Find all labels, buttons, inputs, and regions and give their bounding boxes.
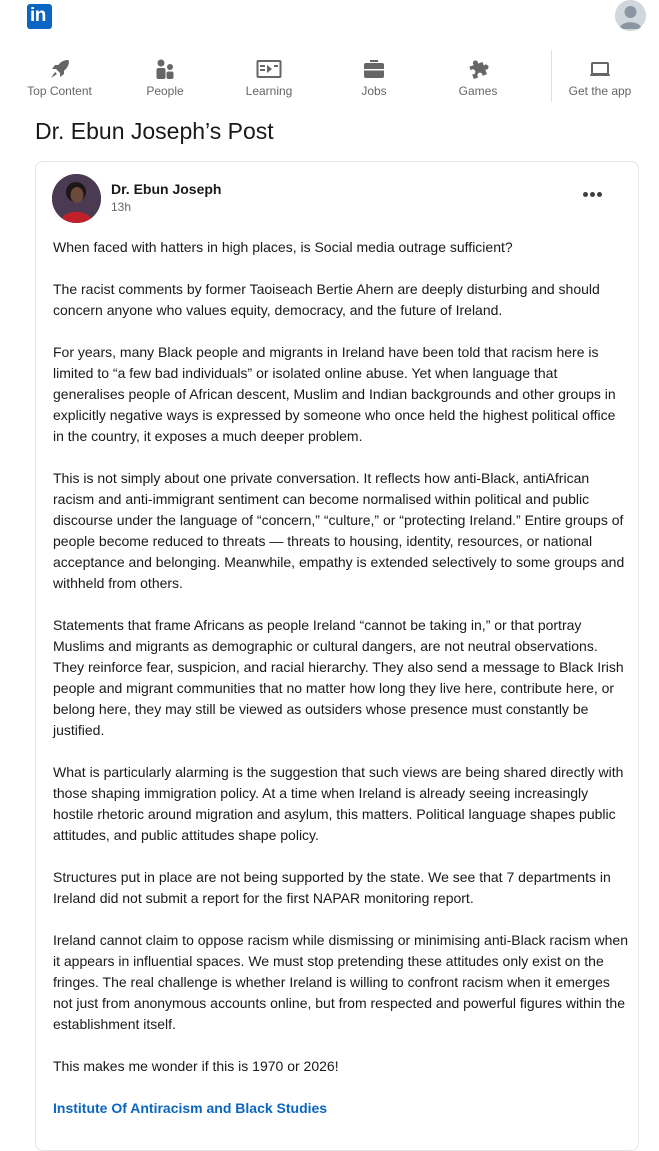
nav-jobs-label: Jobs xyxy=(361,84,387,98)
puzzle-icon xyxy=(466,56,490,82)
post-paragraph: For years, many Black people and migrants in Ireland have been told that racism here is limited to “a few bad individuals” or isolated online abuse. Yet when language that generalises people of African descent, Muslim and Indian backgrounds and other groups in explicitly negative ways is expressed by someone who once held the highest political office in the country, it exposes a much deeper problem. xyxy=(53,344,616,444)
more-dot-icon xyxy=(590,192,595,197)
page-title: Dr. Ebun Joseph’s Post xyxy=(35,118,274,144)
post-paragraph: This is not simply about one private conversation. It reflects how anti-Black, antiAfrican racism and anti-immigrant sentiment can become normalised within political and public discourse under the language of “concern,” “culture,” or “protecting Ireland.” Entire groups of people become reduced to threats — threats to housing, identity, resources, or national acceptance and belonging. Meanwhile, empathy is extended selectively to some groups and withheld from others. xyxy=(53,470,625,591)
post-paragraph: When faced with hatters in high places, is Social media outrage sufficient? xyxy=(53,239,513,255)
nav-learning-label: Learning xyxy=(245,84,293,98)
nav-top-content[interactable] xyxy=(22,50,97,104)
post-body xyxy=(53,237,628,1119)
post-paragraph: This makes me wonder if this is 1970 or 2026! xyxy=(53,1058,339,1074)
nav-people-label: People xyxy=(146,84,184,98)
nav-get-the-app-label: Get the app xyxy=(568,84,632,98)
more-options-button[interactable] xyxy=(578,182,608,206)
post-paragraph: Statements that frame Africans as people Ireland “cannot be taking in,” or that portray Muslims and migrants as demographic or cultural dangers, are not neutral observations. They reinforce fear, suspicion, and racial hierarchy. They also send a message to Black Irish people and migrant communities that no matter how long they live here, contribute here, or belong here, they may still be viewed as outsiders whose presence must constantly be justified. xyxy=(53,617,624,738)
more-dot-icon xyxy=(583,192,588,197)
post-paragraph: Structures put in place are not being supported by the state. We see that 7 departments in Ireland did not submit a report for the first NAPAR monitoring report. xyxy=(53,869,611,906)
laptop-icon xyxy=(588,56,612,82)
user-avatar[interactable] xyxy=(615,0,646,31)
nav-divider xyxy=(551,50,552,102)
user-avatar-icon xyxy=(615,0,646,31)
mention-link[interactable]: Institute Of Antiracism and Black Studies xyxy=(53,1100,328,1116)
post-card xyxy=(35,161,639,1151)
nav-jobs[interactable] xyxy=(344,50,404,104)
post-paragraph: The racist comments by former Taoiseach Bertie Ahern are deeply disturbing and should concern anyone who values equity, democracy, and the future of Ireland. xyxy=(53,281,600,318)
linkedin-logo-text: in xyxy=(30,5,46,26)
author-name[interactable]: Dr. Ebun Joseph xyxy=(111,181,222,197)
more-dot-icon xyxy=(597,192,602,197)
author-avatar[interactable] xyxy=(52,174,101,223)
post-paragraph: What is particularly alarming is the suggestion that such views are being shared directly with those shaping immigration policy. At a time when Ireland is already seeing increasingly hostile rhetoric around migration and asylum, this matters. Political language shapes public attitudes, and public attitudes shape policy. xyxy=(53,764,624,843)
linkedin-logo[interactable] xyxy=(27,4,52,29)
main-nav xyxy=(0,50,659,104)
nav-games-label: Games xyxy=(458,84,498,98)
people-icon xyxy=(153,56,177,82)
author-photo xyxy=(52,174,101,223)
nav-games[interactable] xyxy=(448,50,508,104)
nav-top-content-label: Top Content xyxy=(27,84,92,98)
top-bar xyxy=(0,0,659,40)
nav-get-the-app[interactable] xyxy=(564,50,636,104)
post-paragraph: Ireland cannot claim to oppose racism while dismissing or minimising anti-Black racism when it appears in influential spaces. We must stop pretending these attitudes only exist on the fringes. The real challenge is whether Ireland is willing to confront racism when it emerges not just from anonymous accounts online, but from respected and powerful figures within the establishment itself. xyxy=(53,932,628,1032)
rocket-icon xyxy=(48,56,72,82)
nav-learning[interactable] xyxy=(239,50,299,104)
post-timestamp: 13h xyxy=(111,200,132,214)
nav-people[interactable] xyxy=(135,50,195,104)
learning-icon xyxy=(256,56,282,82)
briefcase-icon xyxy=(362,56,386,82)
